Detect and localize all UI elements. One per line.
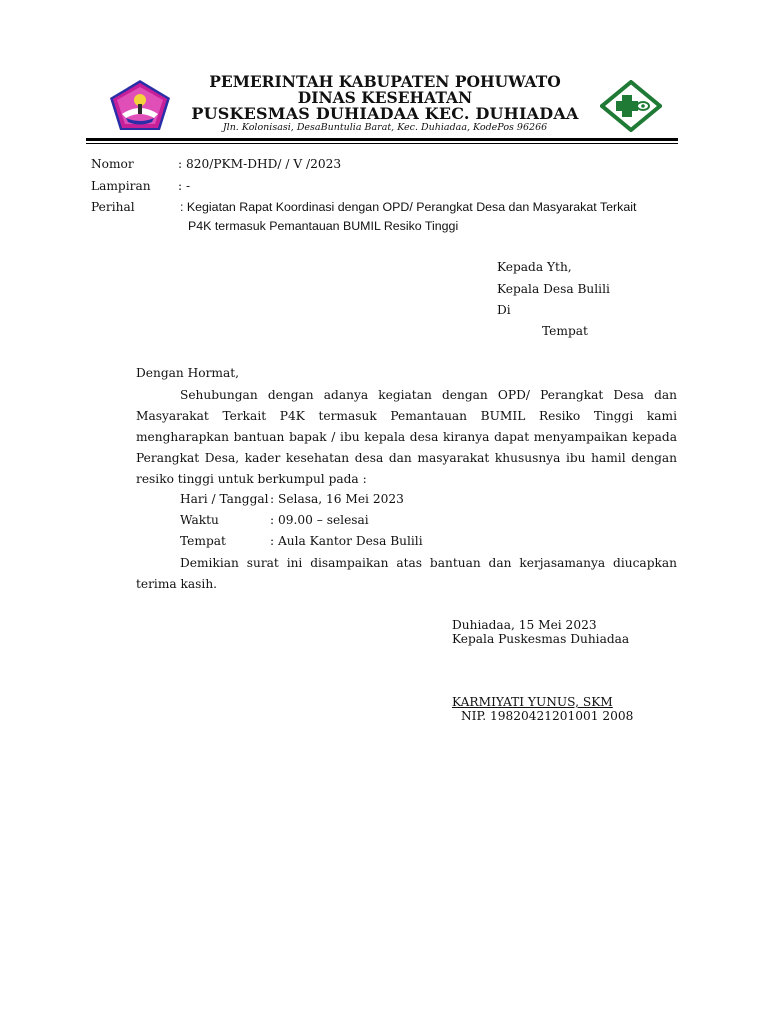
perihal-line2: P4K termasuk Pemantauan BUMIL Resiko Tinggi (188, 219, 459, 233)
header-rule-thin (86, 143, 678, 144)
lampiran-value: : - (178, 179, 191, 193)
body-paragraph (136, 385, 677, 490)
header-government: PEMERINTAH KABUPATEN POHUWATO (209, 72, 561, 91)
closing-paragraph (136, 553, 677, 595)
perihal-label: Perihal (91, 200, 135, 214)
recipient-name: Kepala Desa Bulili (497, 282, 610, 296)
header-department: DINAS KESEHATAN (297, 88, 473, 107)
header-puskesmas: PUSKESMAS DUHIADAA KEC. DUHIADAA (191, 104, 579, 123)
signature-nip: NIP. 19820421201001 2008 (461, 709, 634, 723)
signature-place-date: Duhiadaa, 15 Mei 2023 (452, 618, 597, 632)
closing-text: Demikian surat ini disampaikan atas bantuan dan kerjasamanya diucapkan terima kasih. (136, 556, 677, 591)
nomor-label: Nomor (91, 157, 134, 171)
header-rule-thick (86, 138, 678, 141)
greeting: Dengan Hormat, (136, 366, 240, 380)
nomor-value: : 820/PKM-DHD/ / V /2023 (178, 157, 342, 171)
header-address: Jln. Kolonisasi, DesaBuntulia Barat, Kec. Duhiadaa, KodePos 96266 (222, 122, 548, 133)
body-paragraph-text: Sehubungan dengan adanya kegiatan dengan OPD/ Perangkat Desa dan Masyarakat Terkait P4K termasuk Pemantauan BUMIL Resiko Tinggi kami mengharapkan bantuan bapak / ibu kepala desa kiranya dapat menyampaikan kepada Perangkat Desa, kader kesehatan desa dan masyarakat khususnya ibu hamil dengan resiko tinggi untuk berkumpul pada : (136, 388, 677, 486)
recipient-di: Di (497, 303, 511, 317)
schedule-day-label: Hari / Tanggal (180, 492, 269, 506)
pohuwato-regency-logo (108, 78, 172, 132)
perihal-line1: : Kegiatan Rapat Koordinasi dengan OPD/ Perangkat Desa dan Masyarakat Terkait (180, 200, 637, 214)
schedule-time-value: : 09.00 – selesai (270, 513, 369, 527)
schedule-place-label: Tempat (180, 534, 226, 548)
lampiran-label: Lampiran (91, 179, 151, 193)
signature-position: Kepala Puskesmas Duhiadaa (452, 632, 630, 646)
recipient-salutation: Kepada Yth, (497, 260, 572, 274)
schedule-place-value: : Aula Kantor Desa Bulili (270, 534, 423, 548)
recipient-place: Tempat (542, 324, 588, 338)
schedule-time-label: Waktu (180, 513, 219, 527)
signature-name: KARMIYATI YUNUS, SKM (452, 695, 613, 709)
puskesmas-logo (600, 80, 662, 132)
schedule-day-value: : Selasa, 16 Mei 2023 (270, 492, 404, 506)
